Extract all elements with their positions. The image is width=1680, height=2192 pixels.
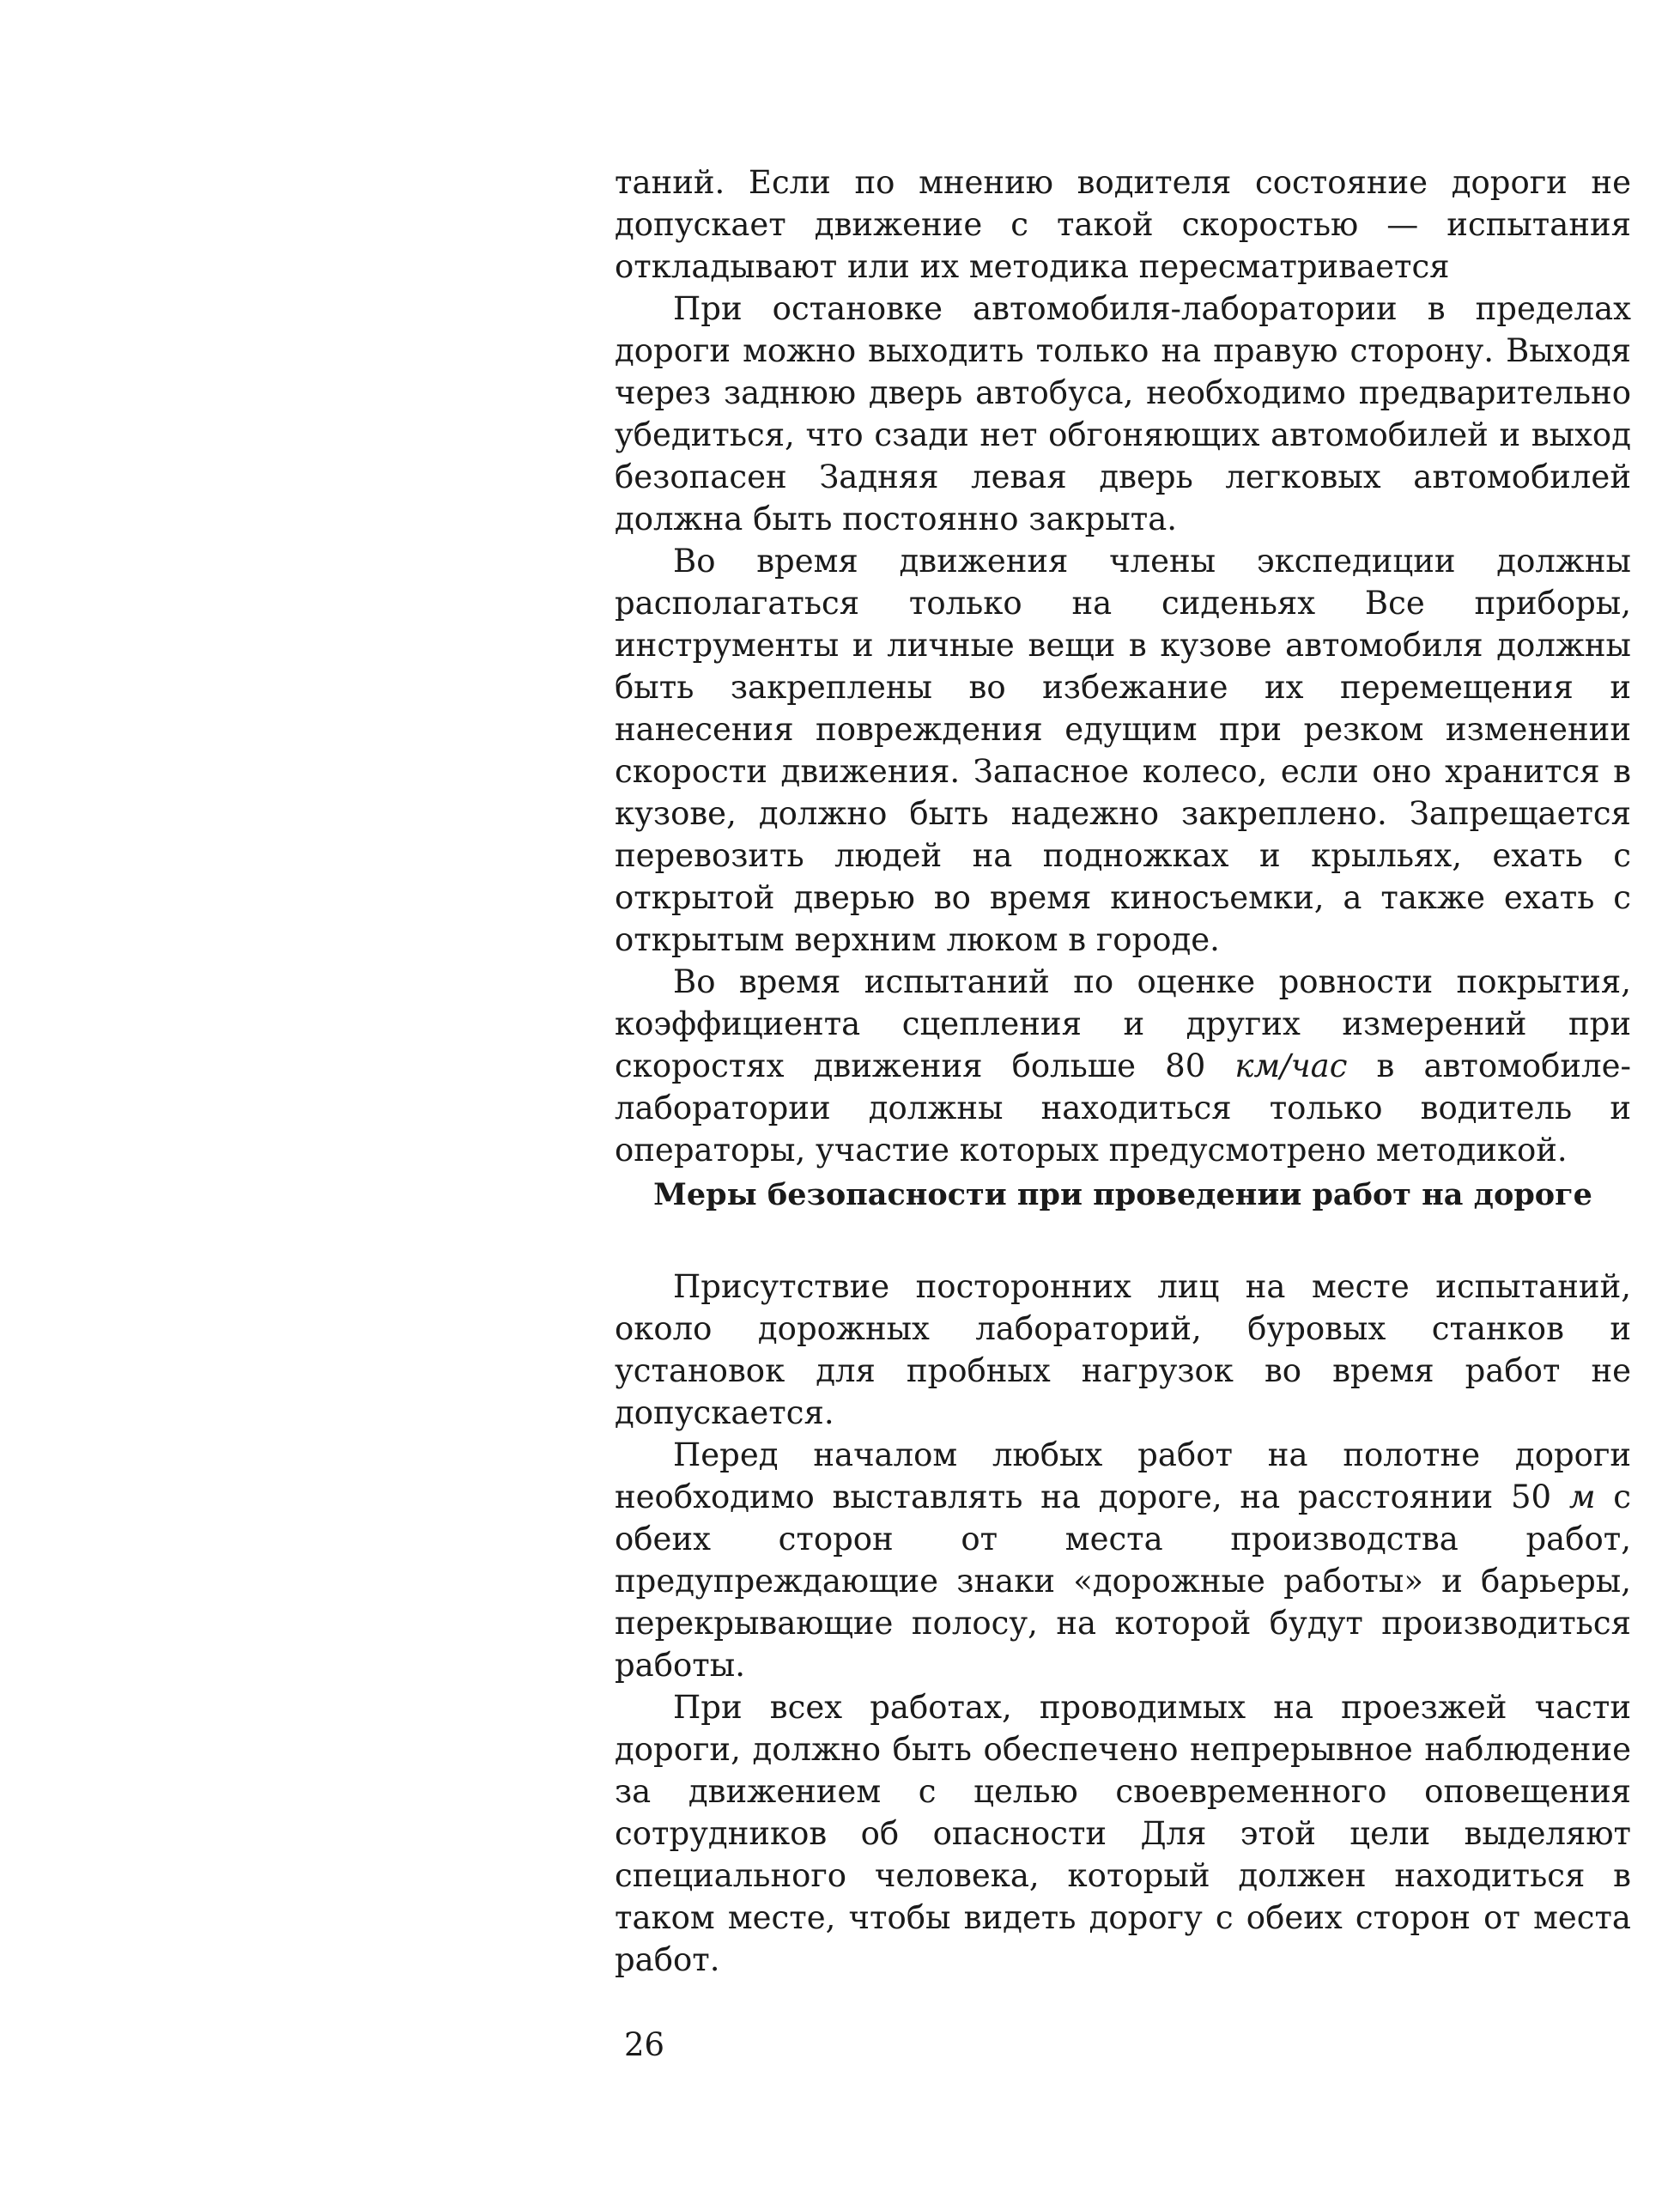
paragraph: Присутствие посторонних лиц на месте испытаний, около дорожных лабораторий, буровых станков и установок для пробных нагрузок во время работ не допускается. — [615, 1268, 1631, 1431]
paragraph-text: Во время испытаний по оценке ровности покрытия, коэффициента сцепления и других измерений при скоростях движения больше 80 — [615, 963, 1631, 1084]
paragraph-text: Перед началом любых работ на полотне дороги необходимо выставлять на дороге, на расстоянии 50 — [615, 1436, 1631, 1515]
paragraph: При всех работах, проводимых на проезжей части дороги, должно быть обеспечено непрерывное наблюдение за движением с целью своевременного оповещения сотрудников об опасности Для этой цели выделяют специального человека, который должен находиться в таком месте, чтобы видеть дорогу с обеих сторон от места работ. — [615, 1689, 1631, 1978]
text-block-bottom — [615, 1266, 1631, 1981]
paragraph: таний. Если по мнению водителя состояние дороги не допускает движение с такой скоростью — испытания откладывают или их методика пересматривается — [615, 164, 1631, 285]
paragraph-text: с обеих сторон от места производства работ, предупреждающие знаки «дорожные работы» и барьеры, перекрывающие полосу, на которой будут производиться работы. — [615, 1479, 1631, 1684]
page-number: 26 — [624, 2026, 665, 2063]
distance-unit: м — [1568, 1479, 1596, 1515]
paragraph — [615, 961, 1631, 1171]
speed-unit: км/час — [1234, 1047, 1348, 1084]
text-block-top — [615, 161, 1631, 1171]
paragraph-text: в автомобиле-лаборатории должны находиться только водитель и операторы, участие которых предусмотрено методикой. — [615, 1047, 1631, 1169]
section-heading: Меры безопасности при проведении работ на дороге — [653, 1177, 1592, 1212]
paragraph: При остановке автомобиля-лаборатории в пределах дороги можно выходить только на правую сторону. Выходя через заднюю дверь автобуса, необходимо предварительно убедиться, что сзади нет обгоняющих автомобилей и выход безопасен Задняя левая дверь легковых автомобилей должна быть постоянно закрыта. — [615, 290, 1631, 537]
paragraph: Во время движения члены экспедиции должны располагаться только на сиденьях Все приборы, инструменты и личные вещи в кузове автомобиля должны быть закреплены во избежание их перемещения и нанесения повреждения едущим при резком изменении скорости движения. Запасное колесо, если оно хранится в кузове, должно быть надежно закреплено. Запрещается перевозить людей на подножках и крыльях, ехать с открытой дверью во время киносъемки, а также ехать с открытым верхним люком в городе. — [615, 543, 1631, 958]
paragraph — [615, 1434, 1631, 1686]
